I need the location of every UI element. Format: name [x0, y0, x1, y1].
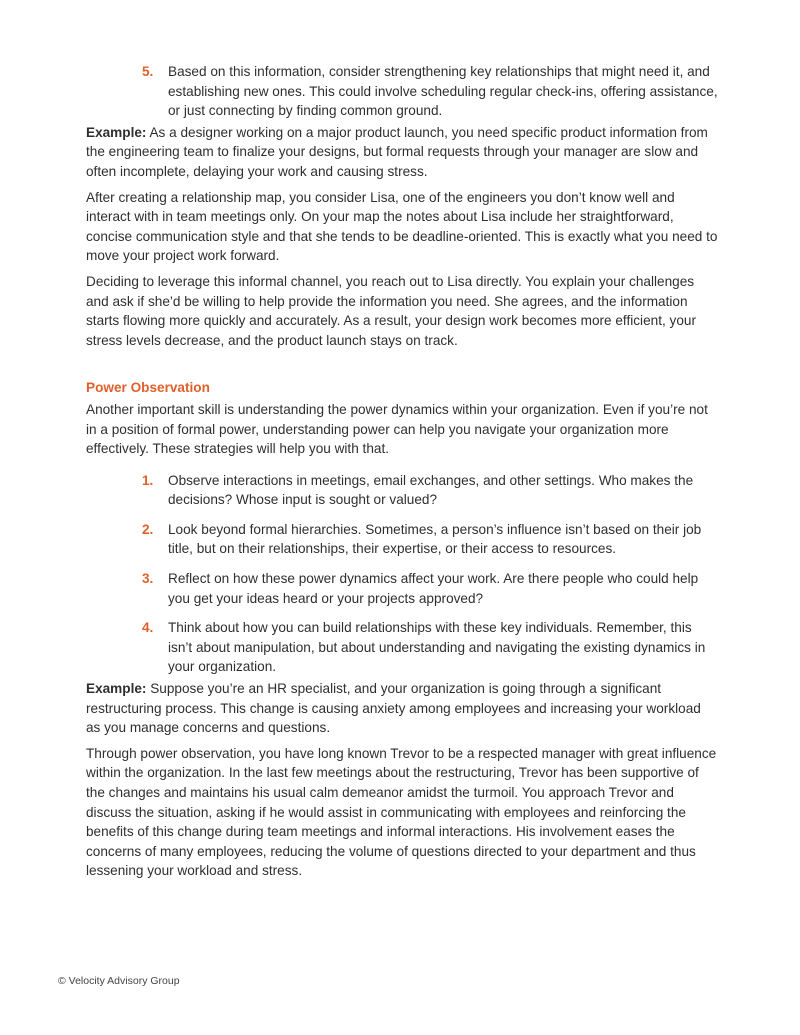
list-number: 4. [142, 620, 154, 636]
example-label: Example: [86, 681, 147, 697]
list-item [86, 520, 718, 559]
example-paragraph [86, 679, 718, 738]
list-item-text: Based on this information, consider strengthening key relationships that might need it, and establishing new ones. This could involve scheduling regular check-ins, offering assistance, or just connecting by finding common ground. [168, 64, 718, 119]
list-item-text: Reflect on how these power dynamics affect your work. Are there people who could help you get your ideas heard or your projects approved? [168, 571, 699, 606]
numbered-list-continued [86, 62, 718, 121]
example-text: Suppose you’re an HR specialist, and your organization is going through a significant restructuring process. This change is causing anxiety among employees and increasing your workload as you manage concerns and questions. [86, 681, 701, 736]
list-number: 2. [142, 521, 154, 537]
numbered-list [86, 471, 718, 677]
list-number: 5. [142, 64, 154, 79]
list-number: 1. [142, 472, 154, 488]
example-text: As a designer working on a major product launch, you need specific product information from the engineering team to finalize your designs, but formal requests through your manager are slow and often incomplete, delaying your work and causing stress. [86, 124, 708, 179]
section-intro: Another important skill is understanding the power dynamics within your organization. Even if you’re not in a position of formal power, understanding power can help you navigate your organization more effectively. These strategies will help you with that. [86, 401, 708, 457]
list-number: 3. [142, 571, 154, 587]
body-paragraph: Deciding to leverage this informal channel, you reach out to Lisa directly. You explain your challenges and ask if she’d be willing to help provide the information you need. She agrees, and the information starts flowing more quickly and accurately. As a result, your design work becomes more efficient, your stress levels decrease, and the product launch stays on track. [86, 273, 696, 348]
list-item-text: Think about how you can build relationships with these key individuals. Remember, this isn’t about manipulation, but about understanding and navigating the existing dynamics in your organization. [168, 620, 706, 675]
list-item [86, 62, 718, 121]
list-item [86, 569, 718, 608]
body-paragraph: Through power observation, you have long known Trevor to be a respected manager with great influence within the organization. In the last few meetings about the restructuring, Trevor has been supportive of the changes and maintains his usual calm demeanor amidst the turmoil. You approach Trevor and discuss the situation, asking if he would assist in communicating with employees and reinforcing the benefits of this change during team meetings and informal interactions. His involvement eases the concerns of many employees, reducing the volume of questions directed to your department and thus lessening your workload and stress. [86, 745, 717, 879]
list-item [86, 618, 718, 677]
document-page [86, 62, 718, 887]
list-item-text: Look beyond formal hierarchies. Sometimes, a person’s influence isn’t based on their job title, but on their relationships, their expertise, or their access to resources. [168, 521, 702, 557]
list-item-text: Observe interactions in meetings, email exchanges, and other settings. Who makes the decisions? Whose input is sought or valued? [168, 472, 694, 508]
list-item [86, 471, 718, 510]
example-label: Example: [86, 124, 147, 140]
section-heading: Power Observation [86, 380, 210, 396]
body-paragraph: After creating a relationship map, you consider Lisa, one of the engineers you don’t know well and interact with in team meetings only. On your map the notes about Lisa include her straightforward, concise communication style and that she tends to be deadline-oriented. This is exactly what you need to move your project work forward. [86, 189, 718, 264]
example-paragraph [86, 123, 718, 182]
footer-copyright: © Velocity Advisory Group [58, 975, 180, 987]
